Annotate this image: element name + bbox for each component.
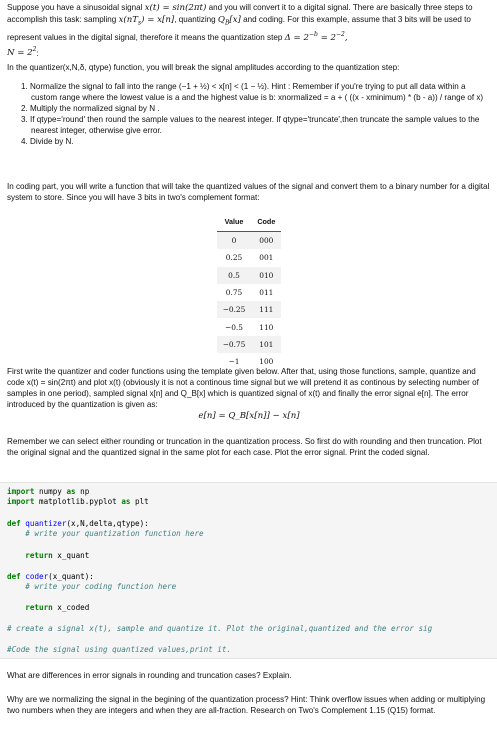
table-header: Code	[251, 213, 281, 232]
step-item: 3. If qtype='round' then round the sample values to the nearest integer. If qtype='truncate',then truncate the sample values to the nearest integer, otherwise give error.	[21, 115, 480, 135]
code-line: return x_quant	[7, 551, 90, 560]
quantizing-formula: $Q_B[x]$	[217, 15, 241, 27]
code-line: return x_coded	[7, 603, 90, 612]
quantizer-section	[7, 62, 491, 147]
table-row: 0.25 001	[225, 253, 274, 263]
intro-text: Suppose you have a sinusoidal signal	[7, 3, 143, 12]
question-text: Why are we normalizing the signal in the begining of the quantization process? Hint: Think overflow issues when adding or multiplying two numbers when they are integers and when they are all-fraction. Research on Two's Complement 1.15 (Q15) format.	[7, 695, 486, 715]
intro-paragraph: Suppose you have a sinusoidal signal x(t) = sin(2πt) and you will convert it to a digital signal. There are basically three steps to accomplish this task: sampling $x(nT_s) = x[n]$, quantizing $Q_B[x]$ and coding. For this example, assume that 3 bits will be used to represent values in the digital signal, therefore it means the quantization step $\Delta = 2^{-b} = 2^{-2}$, $N = 2^2$:	[7, 3, 473, 59]
intro-text: and you will convert it to a digital signal. There are basically three steps to accomplish this task: sampling	[7, 3, 473, 24]
code-line: import numpy as np	[7, 487, 90, 496]
table-row: −1 100	[228, 357, 274, 367]
quantizer-steps	[7, 81, 491, 147]
error-equation: e[n] = Q_B[x[n]] − x[n]	[198, 411, 300, 421]
table-row: −0.75 101	[217, 336, 282, 353]
rounding-text: Remember we can select either rounding or truncation in the quantization process. So first do with rounding and then truncation. Plot the original signal and the quantized signal in the same plot for each case. Plot the error signal. Print the coded signal.	[7, 437, 482, 457]
step-item: 2. Multiply the normalized signal by N .	[21, 104, 160, 113]
question-text: What are differences in error signals in rounding and truncation cases? Explain.	[7, 671, 292, 680]
sampling-formula: $x(nT_s) = x[n]$	[118, 15, 175, 27]
table-row: 0.5 010	[217, 267, 282, 284]
table-header: Value	[217, 213, 252, 232]
table-row: −0.5 110	[225, 322, 274, 332]
table-row: 0 000	[217, 232, 282, 250]
rounding-paragraph	[7, 436, 491, 458]
delta-formula: $\Delta = 2^{-b} = 2^{-2}$,	[284, 30, 348, 43]
table-row: −0.25 111	[217, 301, 282, 318]
signal-formula: x(t) = sin(2πt)	[144, 3, 207, 13]
task-paragraph	[7, 366, 491, 422]
task-text: First write the quantizer and coder functions using the template given below. After that, using those functions, sample, quantize and code x(t) = sin(2πt) and plot x(t) (obviously it is not a continous time signal but we will pretend it as continous by selecting number of samples in one period), sampled signal x[n] and Q_B[x] which is quantized signal of x(t) and finally the error signal e[n]. The error introduced by the quantization is given as:	[7, 367, 479, 409]
table-row: 0.75 011	[225, 288, 274, 298]
n-formula: $N = 2^2$	[7, 46, 37, 59]
code-comment: #Code the signal using quantized values,print it.	[7, 645, 232, 654]
code-comment: # create a signal x(t), sample and quantize it. Plot the original,quantized and the error sig	[7, 624, 433, 633]
question-2	[7, 694, 491, 716]
coding-paragraph	[7, 181, 491, 203]
code-line: import matplotlib.pyplot as plt	[7, 497, 149, 506]
code-comment: # write your coding function here	[7, 582, 177, 591]
code-table-wrap	[7, 213, 491, 370]
code-cell[interactable]	[0, 482, 497, 659]
code-line: def quantizer(x,N,delta,qtype):	[7, 519, 149, 528]
intro-text: , quantizing	[174, 15, 216, 24]
code-line: def coder(x_quant):	[7, 572, 94, 581]
question-1	[7, 670, 491, 681]
code-comment: # write your quantization function here	[7, 529, 204, 538]
step-item: 4. Divide by N.	[21, 137, 74, 146]
coding-text: In coding part, you will write a function that will take the quantized values of the signal and convert them to a binary number for a digital system to store. Since you will have 3 bits in two's complement format:	[7, 182, 490, 202]
intro-text: and coding. For this example, assume that 3 bits will be used to represent values in the digital signal, therefore it means the quantization step	[7, 15, 471, 42]
code-table	[217, 213, 282, 370]
step-item: 1. Normalize the signal to fall into the range (−1 + ½) < x[n] < (1 − ½). Hint : Remember if you're trying to put all data within a custom range where the lowest value is a and the highest value is b: xnormalized = a + ( ((x - xminimum) * (b - a)) / range of x)	[21, 82, 484, 102]
quantizer-lead: In the quantizer(x,N,δ, qtype) function, you will break the signal amplitudes according to the quantization step:	[7, 63, 400, 72]
